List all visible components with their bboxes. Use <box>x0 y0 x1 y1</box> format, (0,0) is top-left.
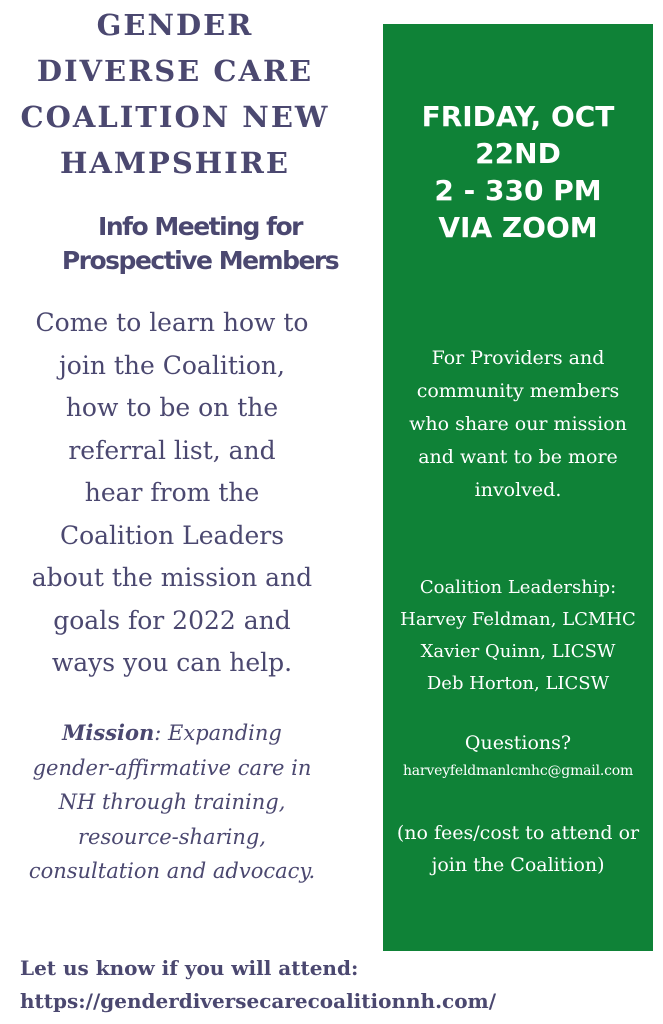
mission-line: consultation and advocacy. <box>28 859 316 883</box>
fees-line: (no fees/cost to attend or <box>396 822 640 844</box>
questions-label: Questions? <box>464 732 572 754</box>
event-line: 22ND <box>475 137 561 170</box>
mission-label: Mission <box>62 720 155 745</box>
contact-email-link[interactable]: harveyfeldmanlcmhc@gmail.com <box>402 763 634 779</box>
intro-line: join the Coalition, <box>59 350 285 380</box>
coalition-leadership <box>383 572 653 700</box>
website-link-line <box>20 985 496 1018</box>
questions-contact <box>383 727 653 783</box>
leadership-heading: Coalition Leadership: <box>419 577 617 598</box>
intro-line: how to be on the <box>65 393 279 422</box>
event-date-time <box>383 98 653 246</box>
mission-line <box>0 716 344 751</box>
mission-line: resource-sharing, <box>78 824 266 849</box>
rsvp-text: Let us know if you will attend: <box>20 956 359 980</box>
title-line: GENDER <box>96 8 254 42</box>
subtitle-line: Info Meeting for <box>98 212 302 241</box>
mission-text: : Expanding <box>154 721 282 745</box>
intro-line: referral list, and <box>68 435 276 465</box>
mission-statement <box>0 716 344 889</box>
meeting-subtitle <box>0 210 400 278</box>
event-line: FRIDAY, OCT <box>421 100 615 133</box>
intro-line: ways you can help. <box>51 648 293 677</box>
intro-line: about the mission and <box>31 563 313 592</box>
mission-line: gender-affirmative care in <box>32 755 312 780</box>
leader-name: Harvey Feldman, LCMHC <box>400 609 636 630</box>
event-line: 2 - 330 PM <box>434 174 602 207</box>
fees-note <box>383 817 653 881</box>
intro-line: Come to learn how to <box>35 308 309 337</box>
audience-line: involved. <box>474 479 562 501</box>
audience-line: For Providers and <box>431 347 605 369</box>
audience-line: community members <box>416 380 620 402</box>
subtitle-line: Prospective Members <box>61 246 339 275</box>
audience-description <box>383 342 653 507</box>
event-details-panel <box>383 24 653 951</box>
intro-line: goals for 2022 and <box>53 605 291 635</box>
leader-name: Deb Horton, LICSW <box>426 673 610 694</box>
audience-line: who share our mission <box>409 413 627 435</box>
mission-line: NH through training, <box>58 790 286 814</box>
intro-line: Coalition Leaders <box>59 520 285 550</box>
title-line: HAMPSHIRE <box>60 146 290 180</box>
intro-line: hear from the <box>84 478 260 507</box>
leader-name: Xavier Quinn, LICSW <box>420 641 616 662</box>
fees-line: join the Coalition) <box>431 854 605 876</box>
title-line: COALITION NEW <box>20 100 330 134</box>
website-link[interactable]: https://genderdiversecarecoalitionnh.com/ <box>20 989 497 1013</box>
event-line: VIA ZOOM <box>438 211 598 244</box>
rsvp-footer <box>20 952 496 1018</box>
title-line: DIVERSE CARE <box>36 54 314 88</box>
intro-paragraph <box>0 302 344 685</box>
organization-title <box>0 2 350 186</box>
audience-line: and want to be more <box>418 446 618 468</box>
